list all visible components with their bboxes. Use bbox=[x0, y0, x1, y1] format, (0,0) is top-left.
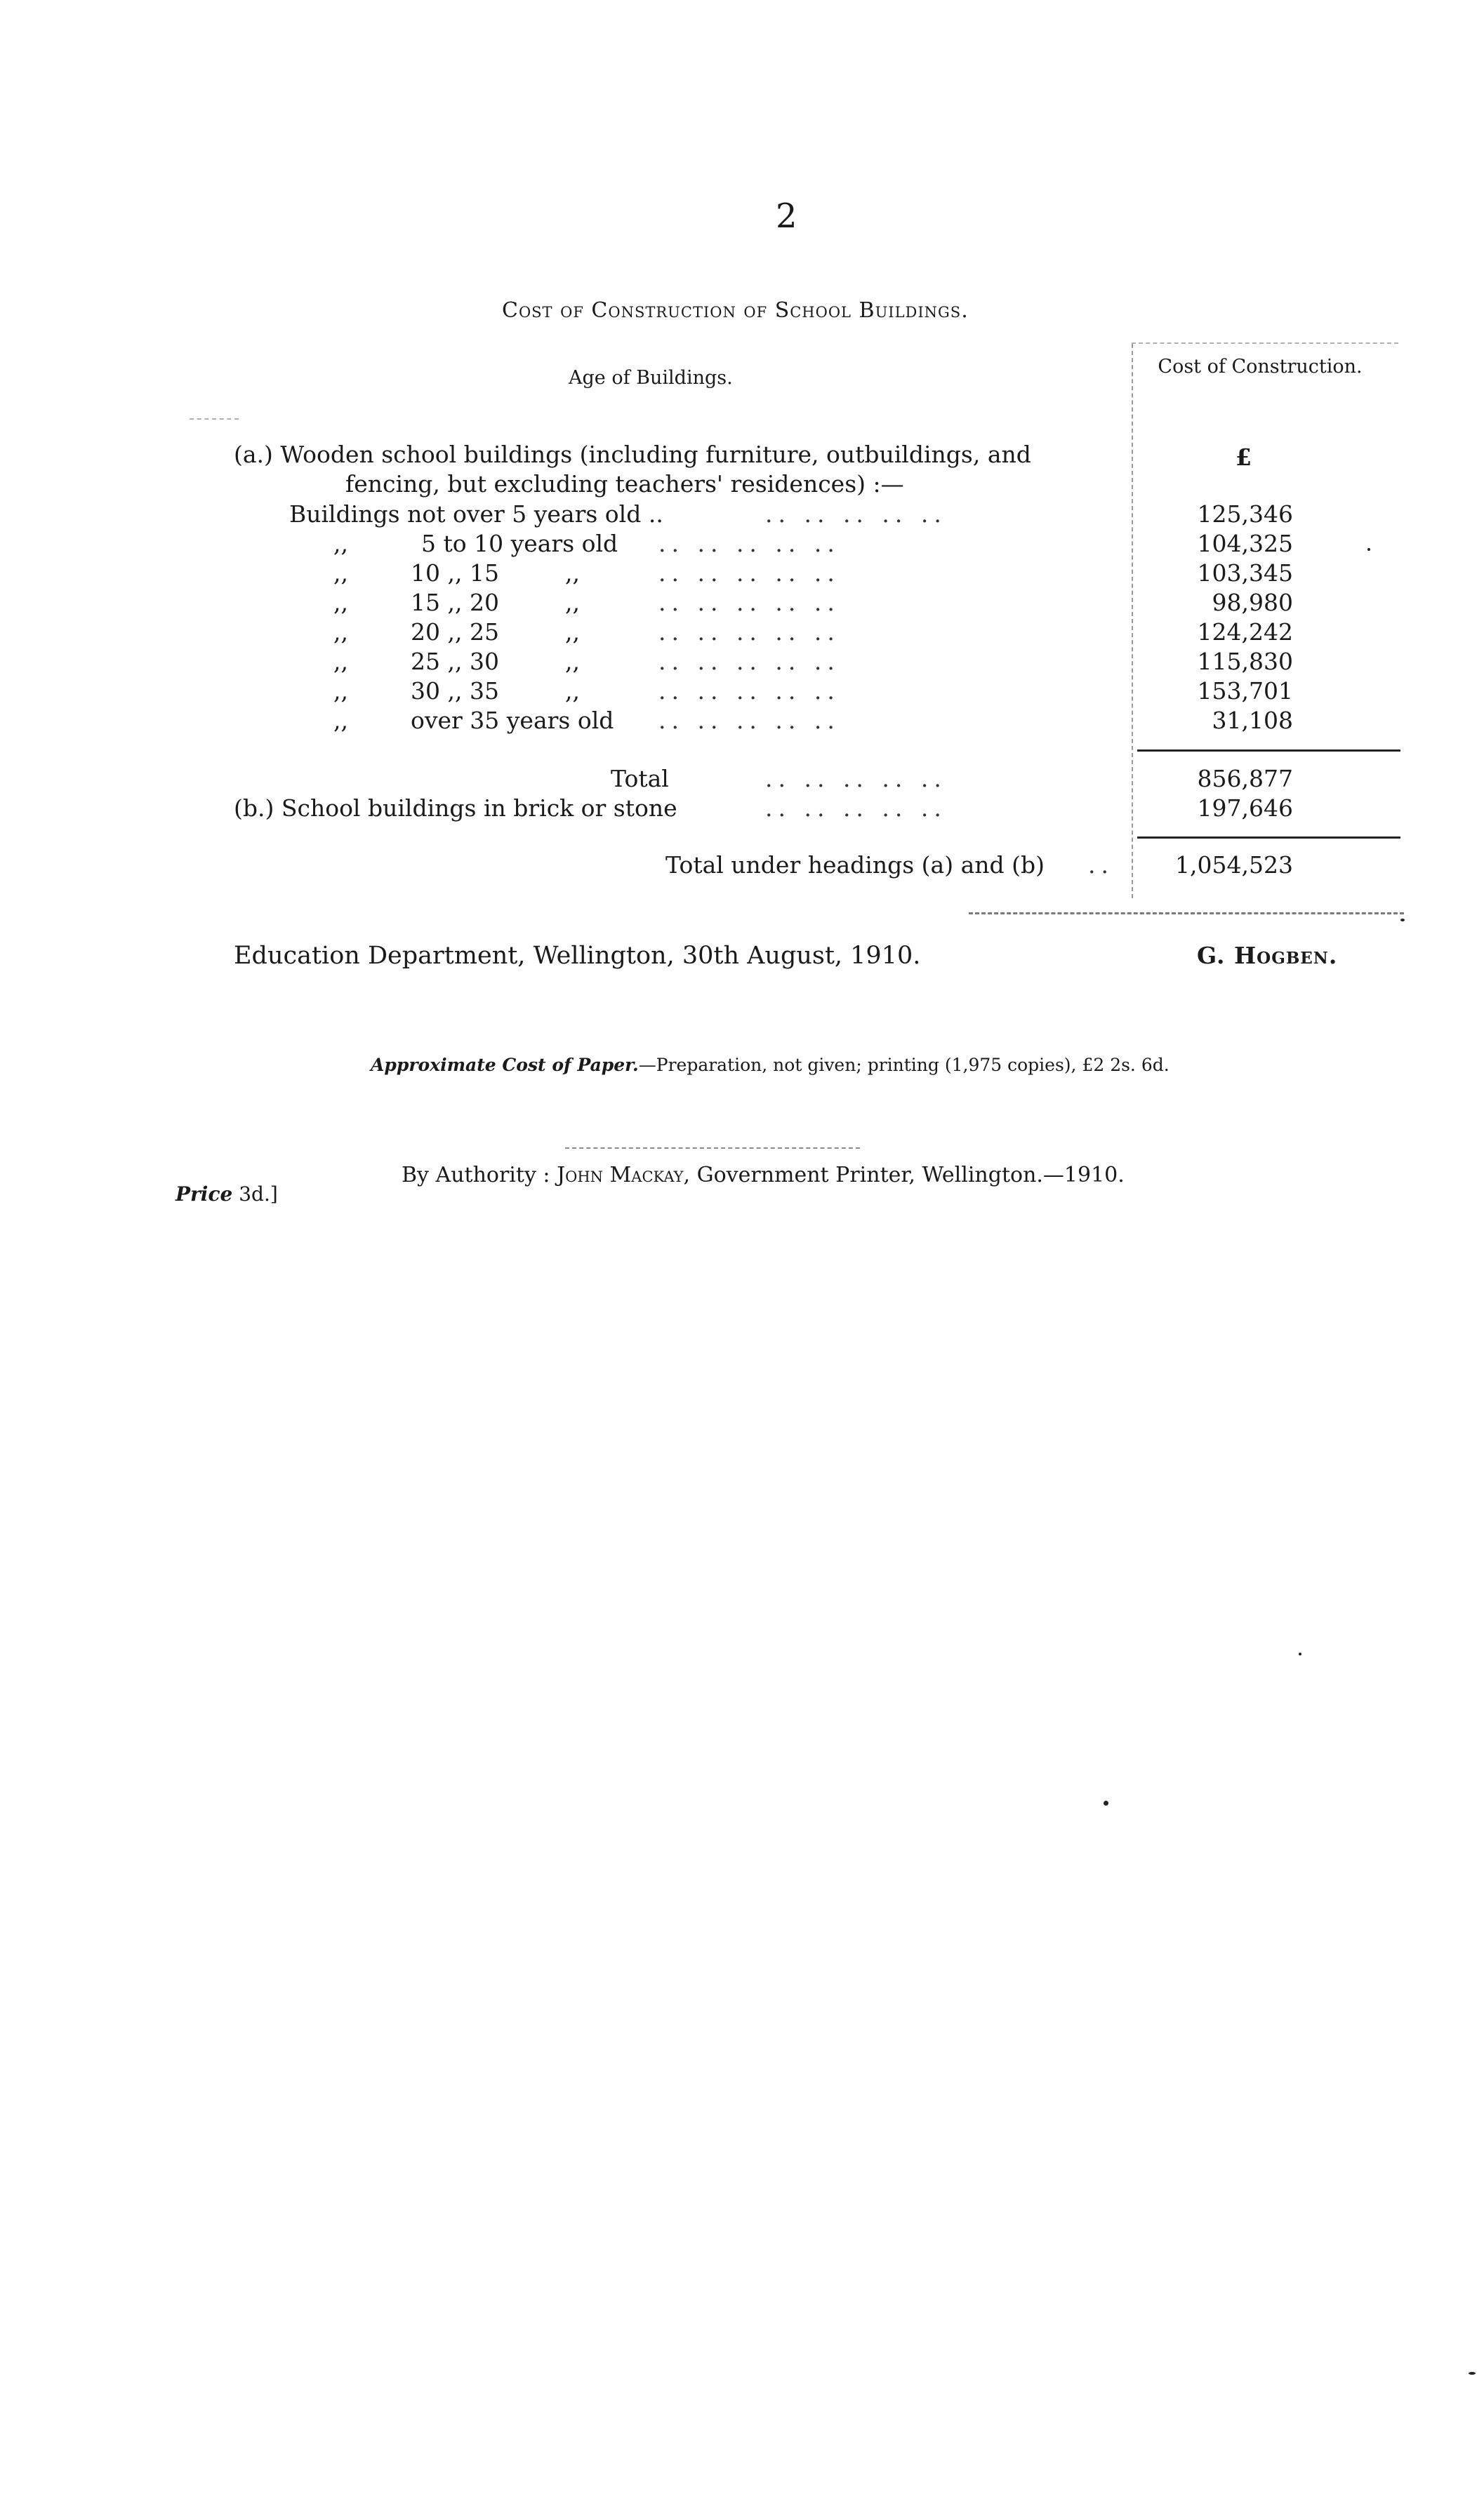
printer-prefix: By Authority : bbox=[402, 1163, 550, 1187]
leader-dots: .. .. .. .. .. bbox=[658, 530, 840, 557]
leader-dots: .. .. .. .. .. bbox=[765, 500, 947, 528]
cost-note-text: —Preparation, not given; printing (1,975 copies), £2 2s. 6d. bbox=[638, 1055, 1170, 1075]
row-unit-ditto: ,, bbox=[565, 677, 580, 705]
price-value: 3d.] bbox=[239, 1182, 278, 1206]
row-unit-ditto: ,, bbox=[565, 648, 580, 675]
printer-rule bbox=[565, 1147, 860, 1149]
row-value: 104,325 bbox=[1197, 530, 1293, 557]
section-a-heading-line2: fencing, but excluding teachers' residences) :— bbox=[345, 470, 904, 498]
row-value: 124,242 bbox=[1197, 618, 1293, 646]
price-label bbox=[175, 1182, 278, 1206]
section-a-heading-line1: (a.) Wooden school buildings (including furniture, outbuildings, and bbox=[234, 441, 1031, 468]
header-top-rule bbox=[1132, 342, 1398, 344]
section-b-label: (b.) School buildings in brick or stone bbox=[234, 794, 677, 822]
row-range: 30 ,, 35 bbox=[411, 677, 499, 705]
row-ditto: ,, bbox=[333, 677, 348, 705]
leader-dots: .. .. .. .. .. bbox=[658, 677, 840, 705]
row-ditto: ,, bbox=[333, 559, 348, 587]
scan-speck bbox=[1299, 1653, 1301, 1655]
row-unit-ditto: ,, bbox=[565, 589, 580, 616]
row-unit-ditto: ,, bbox=[565, 618, 580, 646]
grand-total-rule bbox=[1137, 836, 1400, 839]
price-word: Price bbox=[175, 1182, 233, 1206]
row-range: 15 ,, 20 bbox=[411, 589, 499, 616]
printer-suffix: Government Printer, Wellington.—1910. bbox=[696, 1163, 1125, 1187]
leader-dots: .. .. .. .. .. bbox=[658, 707, 840, 734]
row-range: 20 ,, 25 bbox=[411, 618, 499, 646]
leader-dots: .. .. .. .. .. bbox=[765, 794, 947, 822]
total-label: Total bbox=[611, 765, 669, 792]
signature-name: G. Hogben. bbox=[1197, 942, 1338, 969]
row-value: 125,346 bbox=[1197, 500, 1293, 528]
row-range: over 35 years old bbox=[411, 707, 614, 734]
scan-speck bbox=[1400, 919, 1405, 921]
row-value: 98,980 bbox=[1212, 589, 1293, 616]
table-title: Cost of Construction of School Buildings. bbox=[502, 298, 969, 323]
cost-of-paper-note bbox=[371, 1055, 1170, 1075]
page-number: 2 bbox=[776, 196, 797, 236]
row-ditto: ,, bbox=[333, 530, 348, 557]
row-ditto: ,, bbox=[333, 589, 348, 616]
grand-total-label: Total under headings (a) and (b) bbox=[665, 851, 1045, 879]
row-ditto: ,, bbox=[333, 707, 348, 734]
row-value: 153,701 bbox=[1197, 677, 1293, 705]
scan-speck bbox=[1367, 548, 1370, 551]
subtotal-rule bbox=[1137, 749, 1400, 752]
row-ditto: ,, bbox=[333, 648, 348, 675]
printer-imprint bbox=[402, 1163, 1125, 1187]
leader-dots: .. bbox=[1088, 851, 1114, 879]
section-b-value: 197,646 bbox=[1197, 794, 1293, 822]
grand-total-value: 1,054,523 bbox=[1175, 851, 1293, 879]
leader-dots: .. .. .. .. .. bbox=[658, 648, 840, 675]
row-value: 115,830 bbox=[1197, 648, 1293, 675]
row-label: Buildings not over 5 years old .. bbox=[289, 500, 663, 528]
leader-dots: .. .. .. .. .. bbox=[658, 618, 840, 646]
age-column-header: Age of Buildings. bbox=[569, 367, 733, 389]
header-left-rule bbox=[190, 418, 239, 420]
currency-symbol: £ bbox=[1235, 444, 1252, 471]
row-value: 103,345 bbox=[1197, 559, 1293, 587]
row-ditto: ,, bbox=[333, 618, 348, 646]
cost-column-header: Cost of Construction. bbox=[1158, 356, 1363, 378]
row-range: 5 to 10 years old bbox=[421, 530, 618, 557]
scan-speck bbox=[1104, 1801, 1108, 1806]
printer-name: John Mackay, bbox=[557, 1163, 691, 1187]
leader-dots: .. .. .. .. .. bbox=[658, 589, 840, 616]
total-value: 856,877 bbox=[1197, 765, 1293, 792]
row-unit-ditto: ,, bbox=[565, 559, 580, 587]
leader-dots: .. .. .. .. .. bbox=[658, 559, 840, 587]
column-divider bbox=[1132, 344, 1133, 898]
leader-dots: .. .. .. .. .. bbox=[765, 765, 947, 792]
cost-note-label: Approximate Cost of Paper. bbox=[371, 1055, 639, 1075]
row-range: 25 ,, 30 bbox=[411, 648, 499, 675]
signature-place-date: Education Department, Wellington, 30th August, 1910. bbox=[234, 942, 921, 970]
table-bottom-rule bbox=[969, 912, 1404, 914]
scan-speck bbox=[1469, 2372, 1476, 2375]
row-value: 31,108 bbox=[1212, 707, 1293, 734]
row-range: 10 ,, 15 bbox=[411, 559, 499, 587]
